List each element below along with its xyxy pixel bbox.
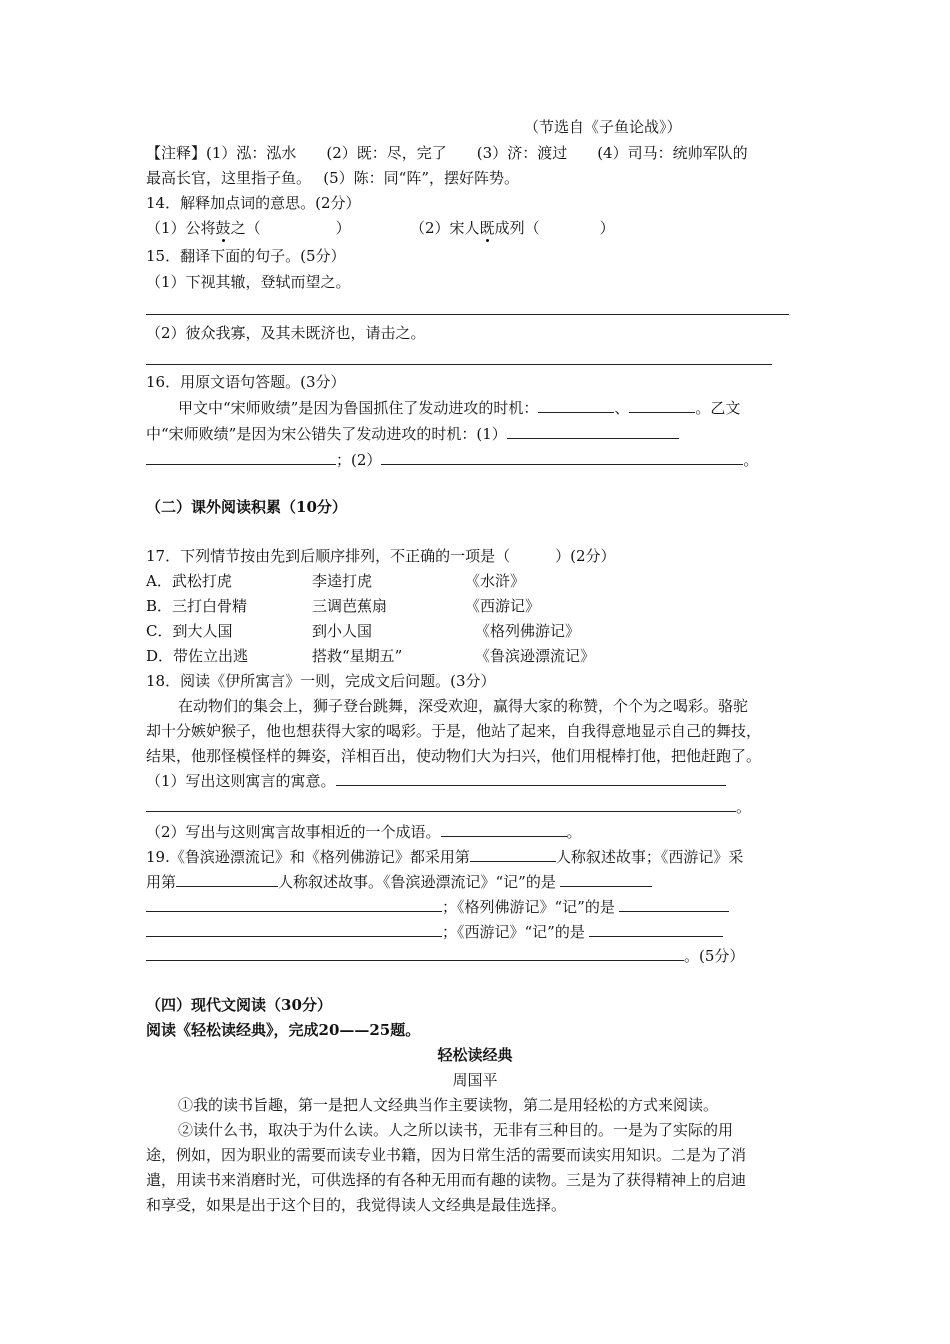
notes-line-2: 最高长官，这里指子鱼。 (5）陈：同“阵”，摆好阵势。 [146,169,520,187]
blank [619,897,729,912]
section-2-title: （二）课外阅读积累（10分） [146,498,347,516]
blank [176,872,278,887]
q14-item-1: （1）公将鼓之（ ） [146,219,351,237]
q17-option-c-book: 《格列佛游记》 [475,622,581,640]
q17-option-d: D．带佐立出逃 [146,647,249,665]
article-paragraph-2-line-2: 途，例如，因为职业的需要而读专业书籍，因为日常生活的需要而读实用知识。二是为了消 [146,1146,747,1164]
emphasis-dot-char: 鼓 [215,219,231,237]
article-paragraph-2-line-4: 和享受，如果是出于这个目的，我觉得读人文经典是最佳选择。 [146,1196,567,1214]
q16-stem: 16．用原文语句答题。(3分） [146,373,346,391]
q16-line-3: ；(2） 。 [146,450,758,470]
emphasis-dot-char: 既 [479,219,495,237]
q19-line-2: 用第 人称叙述故事。《鲁滨逊漂流记》“记”的是 [146,872,652,892]
q14-stem: 14．解释加点词的意思。(2分） [146,194,361,212]
q19-line-3: ；《格列佛游记》“记”的是 [146,897,729,917]
answer-line [146,364,772,365]
q16-line-2: 中“宋师败绩”是因为宋公错失了发动进攻的时机：(1） [146,424,679,444]
q15-item-2: （2）彼众我寡，及其未既济也，请击之。 [146,324,426,342]
blank [560,872,652,887]
q18-item-1: （1）写出这则寓言的寓意。 [146,771,726,791]
q17-option-a: A．武松打虎 [146,572,232,590]
article-author: 周国平 [452,1071,498,1089]
blank [146,946,684,961]
blank [507,424,679,439]
blank [146,797,736,812]
q17-option-c: C．到大人国 [146,622,233,640]
article-paragraph-2-line-1: ②读什么书，取决于为什么读。人之所以读书，无非有三种目的。一是为了实际的用 [178,1121,734,1139]
notes-line-1: 【注释】(1）泓：泓水 (2）既：尽，完了 (3）济：渡过 (4）司马：统帅军队的 [146,144,748,162]
q19-line-5: 。(5分） [146,946,744,966]
blank [538,398,614,413]
answer-line [146,314,789,315]
blank [146,897,442,912]
blank [629,398,695,413]
source-citation: （节选自《子鱼论战》） [524,118,682,136]
blank [441,822,567,837]
q17-stem: 17．下列情节按由先到后顺序排列，不正确的一项是（ ）(2分） [146,547,616,565]
q17-option-b-second: 三调芭蕉扇 [312,597,388,615]
blank [589,922,723,937]
q18-para-line-3: 结果，他那怪模怪样的舞姿，洋相百出，使动物们大为扫兴，他们用棍棒打他，把他赶跑了。 [146,747,762,765]
q18-para-line-2: 却十分嫉妒猴子，他也想获得大家的喝彩。于是，他站了起来，自我得意地显示自己的舞技， [146,722,762,740]
section-4-instruction: 阅读《轻松读经典》，完成20——25题。 [146,1021,421,1039]
q18-item-2: （2）写出与这则寓言故事相近的一个成语。 。 [146,823,582,841]
q15-item-1: （1）下视其辙，登轼而望之。 [146,273,351,291]
article-paragraph-2-line-3: 遣，用读书来消磨时光，可供选择的有各种无用而有趣的读物。三是为了获得精神上的启迪 [146,1171,747,1189]
q16-line-1: 甲文中“宋师败绩”是因为鲁国抓住了发动进攻的时机： 、 。乙文 [178,399,741,417]
section-4-title: （四）现代文阅读（30分） [146,996,332,1014]
q17-option-c-second: 到小人国 [312,622,373,640]
article-title: 轻松读经典 [437,1046,513,1064]
q18-stem: 18．阅读《伊所寓言》一则，完成文后问题。(3分） [146,672,496,690]
q14-item-2: （2）宋人既成列（ ） [410,219,615,237]
blank [381,450,743,465]
q17-option-b-book: 《西游记》 [465,597,541,615]
q17-option-a-book: 《水浒》 [465,572,526,590]
article-paragraph-1: ①我的读书旨趣，第一是把人文经典当作主要读物，第二是用轻松的方式来阅读。 [178,1096,719,1114]
q18-item-1-continuation: 。 [146,797,751,817]
blank [470,847,556,862]
blank [146,450,336,465]
q18-para-line-1: 在动物们的集会上，狮子登台跳舞，深受欢迎，赢得大家的称赞，个个为之喝彩。骆驼 [178,697,749,715]
q17-option-d-second: 搭救“星期五” [312,647,403,665]
blank [336,771,726,786]
q19-line-1: 19.《鲁滨逊漂流记》和《格列佛游记》都采用第 人称叙述故事；《西游记》采 [146,848,744,866]
q19-line-4: ；《西游记》“记”的是 [146,922,723,942]
q15-stem: 15．翻译下面的句子。(5分） [146,247,346,265]
blank [146,922,442,937]
q17-option-b: B．三打白骨精 [146,597,248,615]
q17-option-a-second: 李逵打虎 [312,572,373,590]
q17-option-d-book: 《鲁滨逊漂流记》 [475,647,596,665]
